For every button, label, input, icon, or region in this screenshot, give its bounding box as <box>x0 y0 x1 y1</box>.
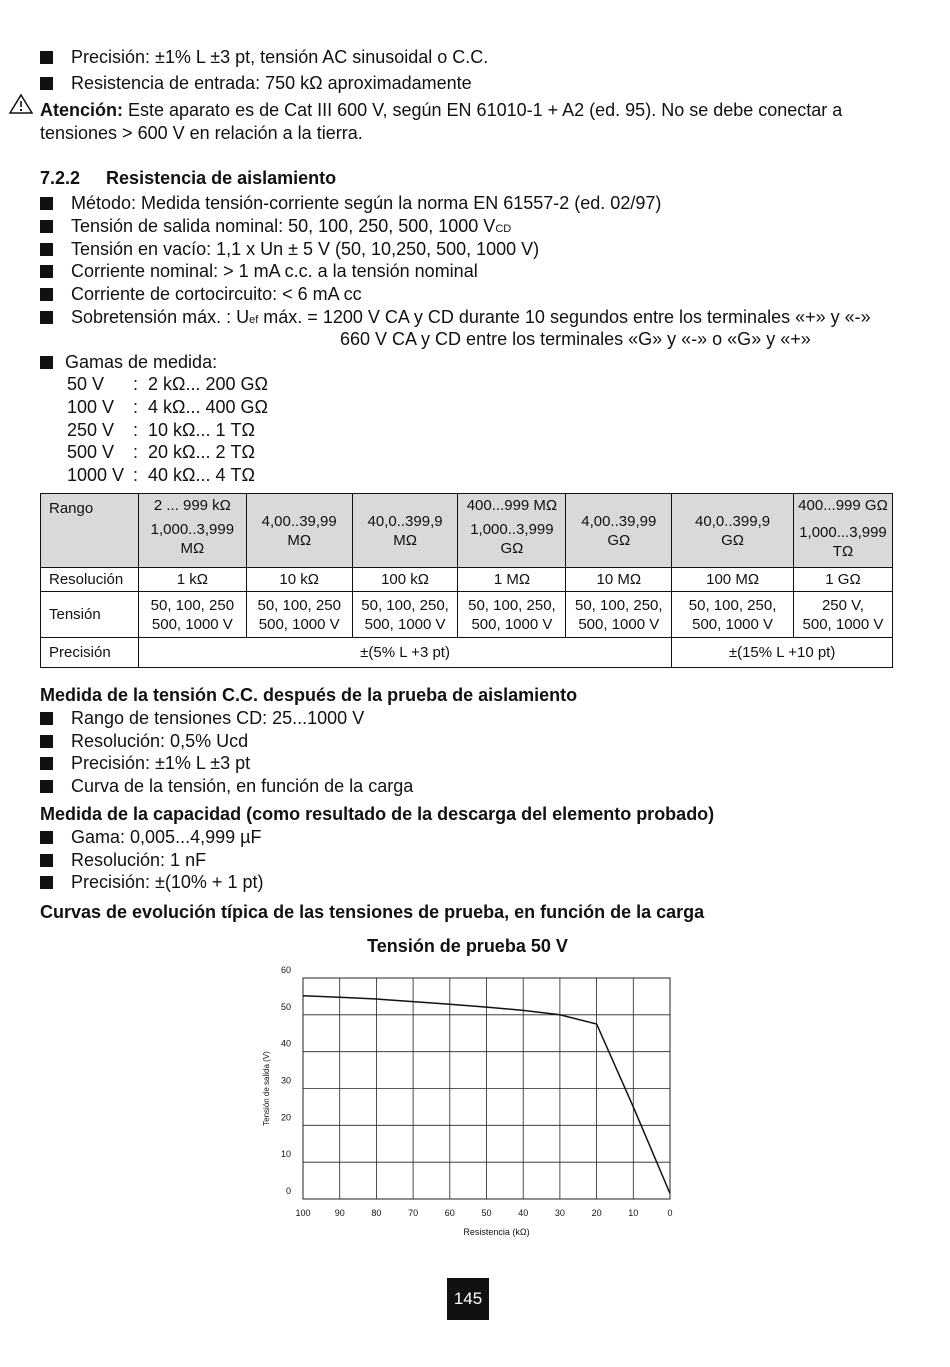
tension-cell: 50, 100, 250 500, 1000 V <box>138 592 246 638</box>
bullet-square-icon <box>40 243 53 256</box>
resolucion-cell: 1 GΩ <box>793 568 892 592</box>
intro-item: Precisión: ±1% L ±3 pt, tensión AC sinusoidal o C.C. <box>40 46 488 68</box>
y-tick-label: 20 <box>280 1112 291 1123</box>
x-tick-label: 0 <box>667 1208 673 1218</box>
spec-item: Método: Medida tensión-corriente según la norma EN 61557-2 (ed. 02/97) <box>40 192 661 214</box>
precision-cell: ±(15% L +10 pt) <box>672 638 893 668</box>
x-tick-label: 70 <box>408 1208 419 1218</box>
y-tick-label: 60 <box>280 965 291 975</box>
spec-item: Tensión de salida nominal: 50, 100, 250, 500, 1000 VCD <box>40 215 511 240</box>
dc-after-item: Curva de la tensión, en función de la carga <box>40 775 413 797</box>
dc-after-item: Resolución: 0,5% Ucd <box>40 730 248 752</box>
resolucion-label: Resolución <box>41 568 139 592</box>
rango-cell: 2 ... 999 kΩ 1,000..3,999 MΩ <box>138 494 246 568</box>
tension-cell: 50, 100, 250, 500, 1000 V <box>458 592 566 638</box>
tension-cell: 250 V, 500, 1000 V <box>793 592 892 638</box>
rango-cell: 40,0..399,9 GΩ <box>672 494 794 568</box>
intro-item: Resistencia de entrada: 750 kΩ aproximadamente <box>40 72 472 94</box>
ranges-title: Gamas de medida: <box>40 351 217 373</box>
dc-after-heading: Medida de la tensión C.C. después de la prueba de aislamiento <box>40 685 578 705</box>
x-axis-label: Resistencia (kΩ) <box>463 1227 530 1237</box>
bullet-square-icon <box>40 220 53 233</box>
table-row-precision <box>41 638 893 668</box>
bullet-square-icon <box>40 735 53 748</box>
precision-cell: ±(5% L +3 pt) <box>138 638 671 668</box>
bullet-square-icon <box>40 265 53 278</box>
tension-cell: 50, 100, 250, 500, 1000 V <box>352 592 458 638</box>
capacity-item: Resolución: 1 nF <box>40 849 206 871</box>
bullet-square-icon <box>40 876 53 889</box>
range-row: 50 V : 2 kΩ... 200 GΩ <box>67 374 268 394</box>
resolucion-cell: 1 kΩ <box>138 568 246 592</box>
bullet-square-icon <box>40 831 53 844</box>
overvoltage-item: Sobretensión máx. : Uef máx. = 1200 V CA y CD durante 10 segundos entre los terminales «+» y «-» <box>40 306 871 331</box>
bullet-square-icon <box>40 51 53 64</box>
tension-cell: 50, 100, 250, 500, 1000 V <box>672 592 794 638</box>
rango-cell: 400...999 GΩ 1,000...3,999 TΩ <box>793 494 892 568</box>
spec-item: Corriente de cortocircuito: < 6 mA cc <box>40 283 362 305</box>
y-tick-label: 50 <box>280 1001 291 1012</box>
rango-label: Rango <box>41 494 139 568</box>
bullet-square-icon <box>40 197 53 210</box>
warning-triangle-icon <box>8 93 34 115</box>
spec-item: Tensión en vacío: 1,1 x Un ± 5 V (50, 10,250, 500, 1000 V) <box>40 238 539 260</box>
bullet-square-icon <box>40 854 53 867</box>
insulation-spec-table <box>40 493 893 668</box>
x-tick-label: 60 <box>444 1208 455 1218</box>
capacity-item: Precisión: ±(10% + 1 pt) <box>40 871 263 893</box>
warning-line-1: Atención: Este aparato es de Cat III 600 V, según EN 61010-1 + A2 (ed. 95). No se debe conectar a <box>40 100 843 120</box>
ranges-list <box>67 373 268 487</box>
range-row: 1000 V : 40 kΩ... 4 TΩ <box>67 465 255 486</box>
table-row-tension <box>41 592 893 638</box>
bullet-square-icon <box>40 780 53 793</box>
range-row: 500 V : 20 kΩ... 2 TΩ <box>67 442 255 463</box>
y-tick-label: 0 <box>285 1186 291 1196</box>
x-tick-label: 10 <box>628 1208 639 1218</box>
y-tick-label: 40 <box>280 1038 291 1049</box>
bullet-square-icon <box>40 356 53 369</box>
y-tick-label: 10 <box>280 1149 291 1160</box>
tension-cell: 50, 100, 250, 500, 1000 V <box>566 592 672 638</box>
table-row-rango <box>41 494 893 568</box>
bullet-square-icon <box>40 712 53 725</box>
rango-cell: 4,00..39,99 MΩ <box>246 494 352 568</box>
x-tick-label: 20 <box>591 1208 602 1218</box>
page-number: 145 <box>447 1278 489 1320</box>
rango-cell: 400...999 MΩ 1,000..3,999 GΩ <box>458 494 566 568</box>
voltage-curve-chart <box>250 962 690 1247</box>
x-tick-label: 40 <box>518 1208 529 1218</box>
range-row: 250 V : 10 kΩ... 1 TΩ <box>67 419 255 440</box>
rango-cell: 4,00..39,99 GΩ <box>566 494 672 568</box>
overvoltage-line-2: 660 V CA y CD entre los terminales «G» y «-» o «G» y «+» <box>340 329 811 349</box>
precision-label: Precisión <box>41 638 139 668</box>
chart-title: Tensión de prueba 50 V <box>367 936 568 956</box>
bullet-square-icon <box>40 288 53 301</box>
resolucion-cell: 1 MΩ <box>458 568 566 592</box>
y-axis-label: Tensión de salida (V) <box>262 1051 271 1126</box>
x-tick-label: 80 <box>371 1208 382 1218</box>
range-row: 100 V : 4 kΩ... 400 GΩ <box>67 396 268 417</box>
resolucion-cell: 10 kΩ <box>246 568 352 592</box>
spec-item: Corriente nominal: > 1 mA c.c. a la tensión nominal <box>40 260 478 282</box>
bullet-square-icon <box>40 77 53 90</box>
capacity-heading: Medida de la capacidad (como resultado de la descarga del elemento probado) <box>40 804 715 824</box>
section-heading: 7.2.2 Resistencia de aislamiento <box>40 168 337 188</box>
curves-heading: Curvas de evolución típica de las tensiones de prueba, en función de la carga <box>40 902 705 922</box>
y-tick-label: 30 <box>280 1075 291 1086</box>
bullet-square-icon <box>40 311 53 324</box>
x-tick-label: 100 <box>295 1208 311 1218</box>
resolucion-cell: 10 MΩ <box>566 568 672 592</box>
x-tick-label: 90 <box>334 1208 345 1218</box>
table-row-resolucion <box>41 568 893 592</box>
x-tick-label: 30 <box>554 1208 565 1218</box>
warning-line-2: tensiones > 600 V en relación a la tierra. <box>40 123 363 143</box>
resolucion-cell: 100 MΩ <box>672 568 794 592</box>
dc-after-item: Precisión: ±1% L ±3 pt <box>40 752 250 774</box>
resolucion-cell: 100 kΩ <box>352 568 458 592</box>
rango-cell: 40,0..399,9 MΩ <box>352 494 458 568</box>
bullet-square-icon <box>40 757 53 770</box>
dc-after-item: Rango de tensiones CD: 25...1000 V <box>40 707 364 729</box>
x-tick-label: 50 <box>481 1208 492 1218</box>
tension-label: Tensión <box>41 592 139 638</box>
tension-cell: 50, 100, 250 500, 1000 V <box>246 592 352 638</box>
capacity-item: Gama: 0,005...4,999 µF <box>40 826 261 848</box>
